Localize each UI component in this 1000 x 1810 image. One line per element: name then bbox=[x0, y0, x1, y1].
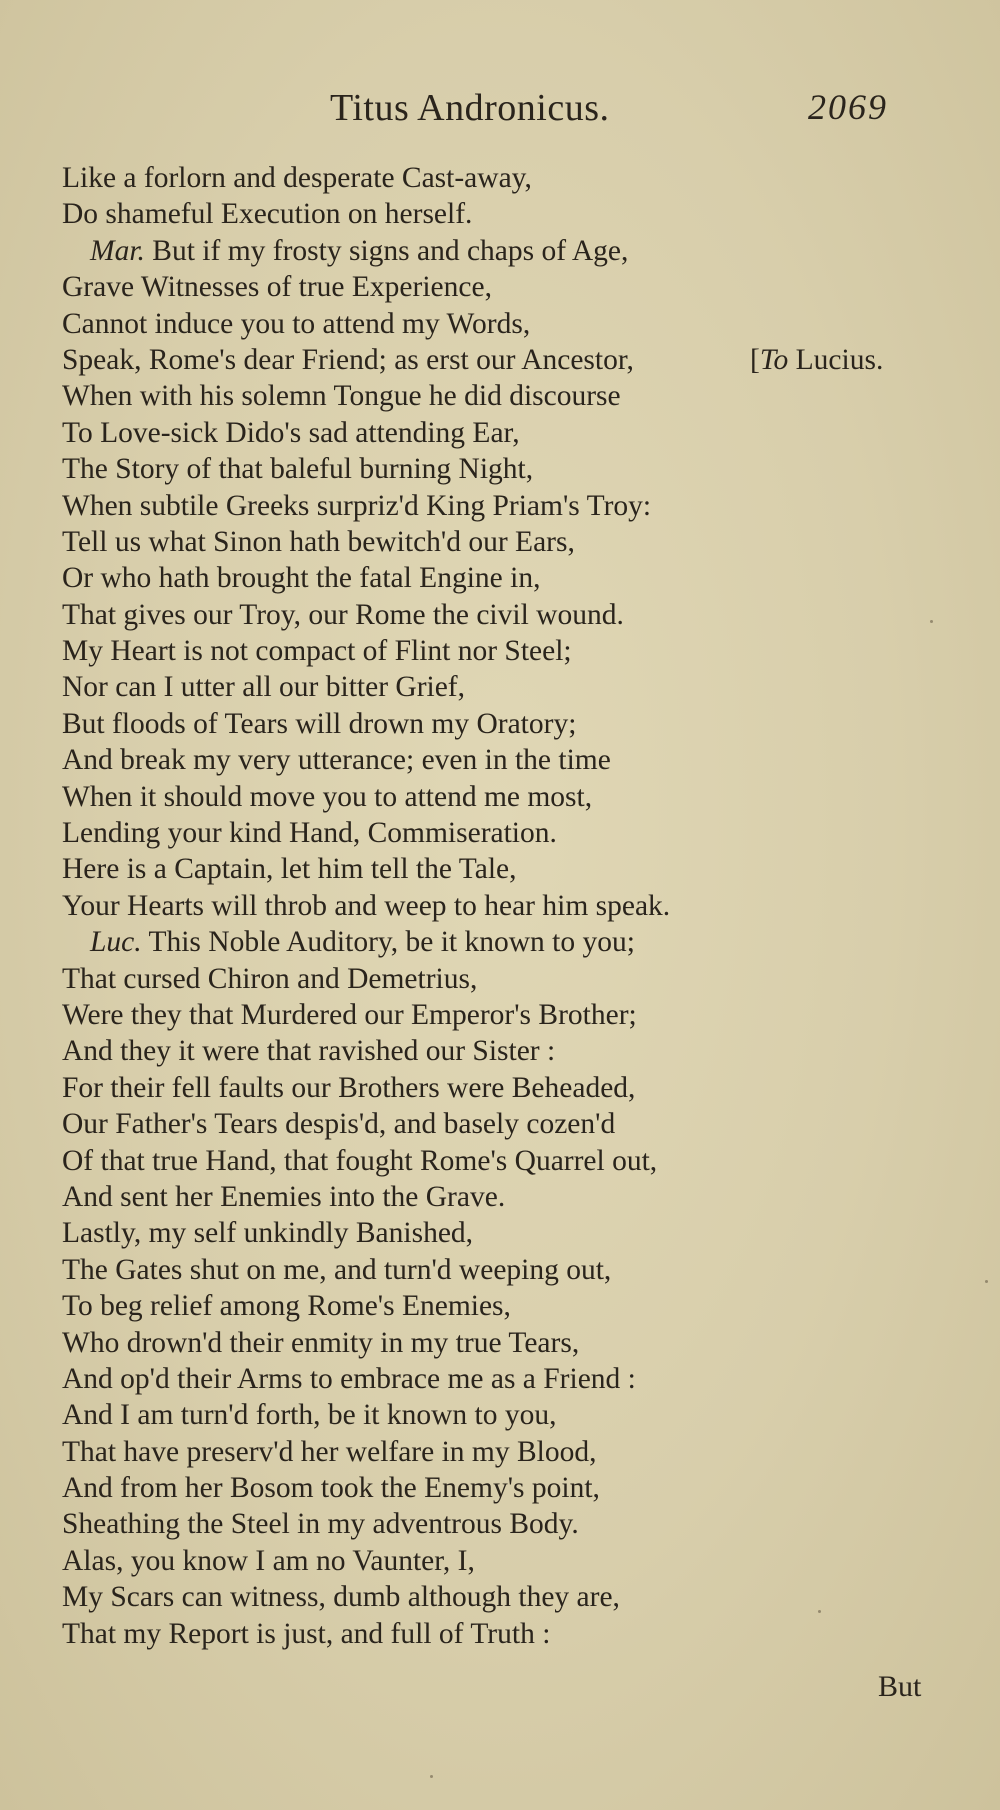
verse-line: Were they that Murdered our Emperor's Brother; bbox=[62, 998, 637, 1031]
verse-line: Do shameful Execution on herself. bbox=[62, 198, 473, 231]
verse-line: And break my very utterance; even in the time bbox=[62, 744, 611, 777]
paper-speck bbox=[985, 1280, 988, 1283]
verse-line: Like a forlorn and desperate Cast-away, bbox=[62, 162, 532, 194]
verse-line: That gives our Troy, our Rome the civil wound. bbox=[62, 598, 624, 631]
verse-line: And I am turn'd forth, be it known to you, bbox=[62, 1399, 557, 1432]
verse-line: Of that true Hand, that fought Rome's Quarrel out, bbox=[62, 1144, 658, 1177]
paper-speck bbox=[930, 620, 933, 623]
verse-line: Luc. This Noble Auditory, be it known to you; bbox=[90, 926, 635, 959]
verse-line: When subtile Greeks surpriz'd King Priam's Troy: bbox=[62, 489, 652, 522]
verse-line: The Story of that baleful burning Night, bbox=[62, 453, 534, 486]
paper-speck bbox=[430, 1775, 433, 1778]
page-header bbox=[0, 86, 1000, 136]
page-number: 2069 bbox=[808, 87, 888, 127]
verse-line: And sent her Enemies into the Grave. bbox=[62, 1180, 506, 1213]
verse-line: Mar. But if my frosty signs and chaps of Age, bbox=[90, 234, 629, 267]
speaker-name: Mar. bbox=[90, 234, 145, 267]
verse-line: Nor can I utter all our bitter Grief, bbox=[62, 671, 466, 704]
stage-direction: [To Lucius. bbox=[750, 343, 884, 376]
verse-line: That cursed Chiron and Demetrius, bbox=[62, 962, 478, 995]
verse-line: Grave Witnesses of true Experience, bbox=[62, 271, 492, 304]
verse-line: Tell us what Sinon hath bewitch'd our Ears, bbox=[62, 525, 575, 558]
verse-line: And they it were that ravished our Sister : bbox=[62, 1035, 556, 1068]
verse-line: Your Hearts will throb and weep to hear him speak. bbox=[62, 889, 671, 922]
running-title: Titus Andronicus. bbox=[330, 87, 610, 129]
verse-line: Speak, Rome's dear Friend; as erst our Ancestor, [To Lucius. bbox=[62, 342, 942, 378]
verse-line: Our Father's Tears despis'd, and basely cozen'd bbox=[62, 1108, 616, 1141]
verse-line: Here is a Captain, let him tell the Tale, bbox=[62, 853, 517, 886]
verse-line: And from her Bosom took the Enemy's point, bbox=[62, 1472, 600, 1505]
verse-line: For their fell faults our Brothers were Beheaded, bbox=[62, 1071, 636, 1104]
verse-text bbox=[62, 160, 942, 1652]
verse-line: Or who hath brought the fatal Engine in, bbox=[62, 562, 541, 595]
verse-line: Sheathing the Steel in my adventrous Body. bbox=[62, 1508, 579, 1541]
catchword: But bbox=[878, 1670, 922, 1703]
verse-line: But floods of Tears will drown my Oratory; bbox=[62, 707, 577, 740]
verse-line: To Love-sick Dido's sad attending Ear, bbox=[62, 416, 520, 449]
verse-line: Cannot induce you to attend my Words, bbox=[62, 307, 531, 340]
verse-line: To beg relief among Rome's Enemies, bbox=[62, 1290, 511, 1323]
verse-line: My Scars can witness, dumb although they are, bbox=[62, 1581, 620, 1614]
verse-line: That have preserv'd her welfare in my Blood, bbox=[62, 1435, 597, 1468]
verse-line: Who drown'd their enmity in my true Tears, bbox=[62, 1326, 580, 1359]
verse-line: That my Report is just, and full of Truth : bbox=[62, 1617, 551, 1650]
verse-line: My Heart is not compact of Flint nor Steel; bbox=[62, 635, 572, 668]
speaker-name: Luc. bbox=[90, 926, 142, 959]
verse-line: The Gates shut on me, and turn'd weeping out, bbox=[62, 1253, 612, 1286]
verse-line: When with his solemn Tongue he did discourse bbox=[62, 380, 621, 413]
verse-line: And op'd their Arms to embrace me as a Friend : bbox=[62, 1362, 636, 1395]
verse-line: Lending your kind Hand, Commiseration. bbox=[62, 817, 557, 850]
paper-speck bbox=[818, 1610, 821, 1613]
verse-line: Alas, you know I am no Vaunter, I, bbox=[62, 1544, 475, 1577]
verse-line: Lastly, my self unkindly Banished, bbox=[62, 1217, 474, 1250]
verse-line: When it should move you to attend me most, bbox=[62, 780, 593, 813]
